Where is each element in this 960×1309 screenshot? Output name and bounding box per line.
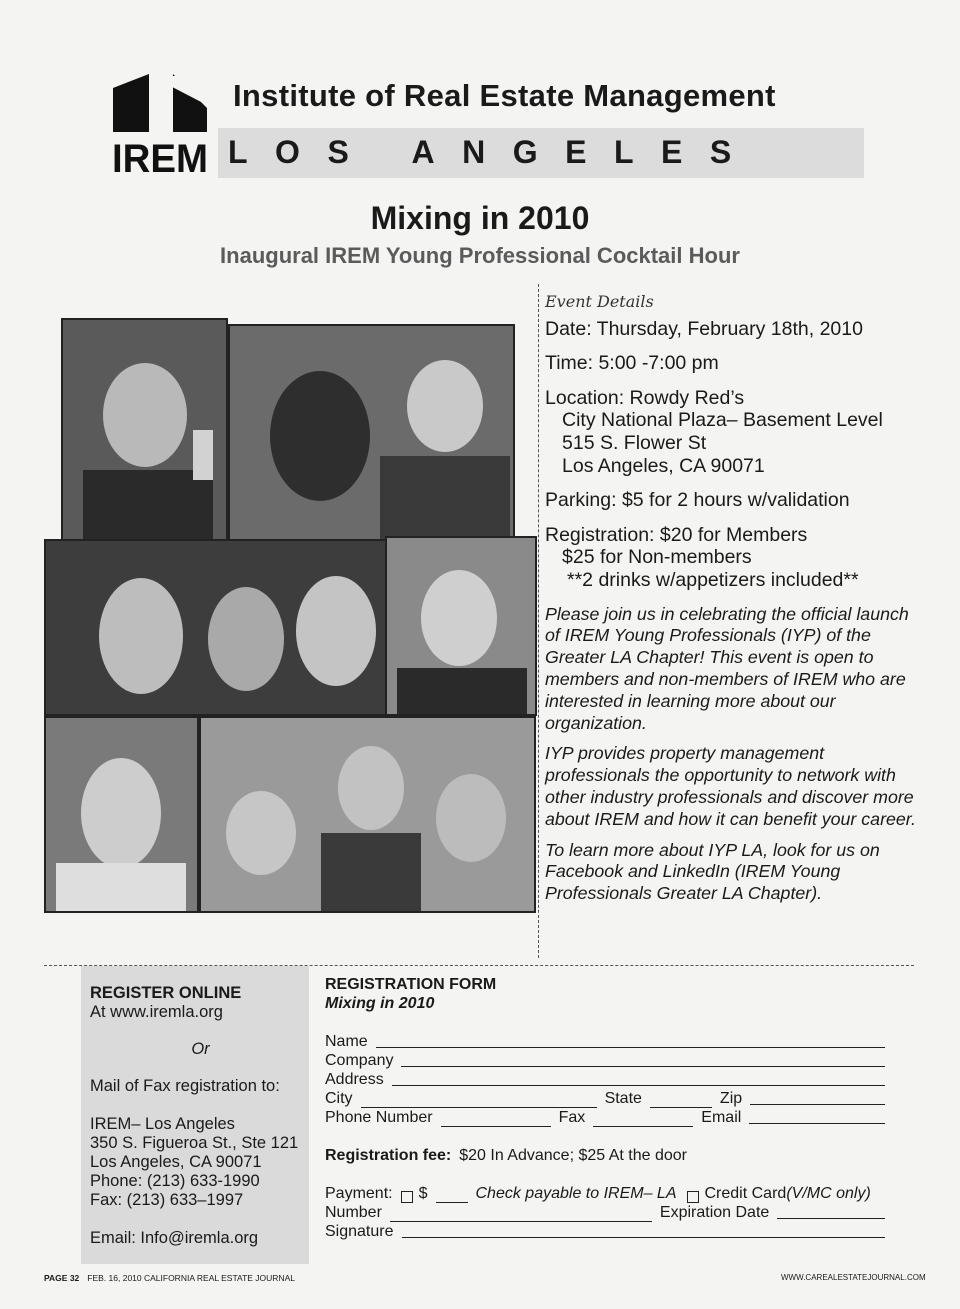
fee-row [325,1146,885,1165]
signature-field[interactable] [402,1223,886,1238]
card-number-field[interactable] [390,1207,652,1222]
state-field[interactable] [650,1093,712,1108]
vertical-divider [538,284,539,958]
company-row [325,1051,885,1070]
city-label: City [325,1090,353,1107]
credit-card-label: Credit Card [704,1185,787,1202]
registration-note: **2 drinks w/appetizers included** [567,568,859,591]
org-name: Institute of Real Estate Management [233,78,776,113]
photo-women-talking [228,324,515,542]
address-label: Address [325,1071,384,1088]
name-field[interactable] [376,1033,885,1048]
event-date: Date: Thursday, February 18th, 2010 [545,317,863,340]
registration-nonmembers: $25 for Non-members [562,546,752,569]
fee-value: $20 In Advance; $25 At the door [459,1147,687,1164]
svg-text:IREM: IREM [112,137,208,174]
photo-three-women [44,539,387,716]
address-line: Los Angeles, CA 90071 [90,1153,262,1171]
description-paragraph: IYP provides property management professionals the opportunity to network with other industry professionals and discover more about IREM and how it can benefit your career. [545,743,916,829]
footer-left [44,1273,295,1283]
location-label: Location: Rowdy Red’s [545,386,745,409]
mail-fax-line: Mail of Fax registration to: [90,1077,280,1095]
irem-logo-icon [111,74,209,174]
photo-man-peace-sign [61,318,228,541]
registration-form [325,975,885,1241]
photo-smiling-woman [44,716,199,913]
photo-group-of-three [199,716,536,913]
photo-young-man [385,536,537,716]
form-heading: REGISTRATION FORM [325,976,497,993]
email-line[interactable]: Email: Info@iremla.org [90,1229,259,1247]
register-online-url[interactable]: At www.iremla.org [90,1003,223,1021]
chapter-bar [218,128,864,178]
or-label: Or [191,1040,210,1058]
form-subheading: Mixing in 2010 [325,995,435,1012]
event-location [545,387,925,477]
fax-label: Fax [558,1109,586,1126]
signature-label: Signature [325,1223,394,1240]
card-number-label: Number [325,1204,382,1221]
fax-line: Fax: (213) 633–1997 [90,1191,244,1209]
amount-field[interactable] [436,1188,468,1203]
registration-members: Registration: $20 for Members [545,523,808,546]
zip-field[interactable] [750,1090,885,1105]
city-field[interactable] [361,1093,597,1108]
company-label: Company [325,1052,394,1069]
event-details-heading: Event Details [545,292,654,311]
card-number-row [325,1203,885,1222]
address-field[interactable] [392,1071,885,1086]
location-line: Los Angeles, CA 90071 [562,454,765,477]
event-details [545,291,925,914]
phone-row [325,1108,885,1127]
phone-line: Phone: (213) 633-1990 [90,1172,260,1190]
fee-label: Registration fee: [325,1147,452,1164]
email-label: Email [701,1109,742,1126]
name-label: Name [325,1033,368,1050]
register-online-heading: REGISTER ONLINE [90,984,242,1002]
phone-field[interactable] [441,1112,551,1127]
name-row [325,1032,885,1051]
footer-website[interactable]: WWW.CAREALESTATEJOURNAL.COM [781,1273,926,1282]
payment-row [325,1184,885,1203]
page-number: PAGE 32 [44,1273,80,1283]
fax-field[interactable] [593,1112,693,1127]
event-subtitle: Inaugural IREM Young Professional Cocktail Hour [220,243,740,268]
company-field[interactable] [401,1052,885,1067]
zip-label: Zip [719,1090,743,1107]
event-time: Time: 5:00 -7:00 pm [545,352,719,375]
credit-card-note: (V/MC only) [786,1185,871,1202]
event-title: Mixing in 2010 [370,200,590,236]
location-line: City National Plaza– Basement Level [562,409,883,432]
address-line: 350 S. Figueroa St., Ste 121 [90,1134,299,1152]
chapter-name: LOS ANGELES [228,134,759,170]
expiration-field[interactable] [777,1204,885,1219]
address-line: IREM– Los Angeles [90,1115,235,1133]
description-paragraph: To learn more about IYP LA, look for us on Facebook and LinkedIn (IREM Young Professionals Greater LA Chapter). [545,839,880,904]
address-row [325,1070,885,1089]
description-paragraph: Please join us in celebrating the official launch of IREM Young Professionals (IYP) of the Greater LA Chapter! This event is open to members and non-members of IREM who are interested in learning more about our organization. [545,603,909,733]
payment-label: Payment: [325,1185,393,1202]
credit-card-checkbox[interactable] [687,1191,699,1203]
email-field[interactable] [749,1109,885,1124]
check-payable-text: Check payable to IREM– LA [475,1185,677,1202]
state-label: State [604,1090,642,1107]
event-parking: Parking: $5 for 2 hours w/validation [545,489,850,512]
event-registration [545,524,925,592]
city-row [325,1089,885,1108]
register-online-box [81,966,309,1264]
signature-row [325,1222,885,1241]
irem-logo [111,74,209,174]
issue-info: FEB. 16, 2010 CALIFORNIA REAL ESTATE JOURNAL [87,1273,295,1283]
expiration-label: Expiration Date [659,1204,770,1221]
location-line: 515 S. Flower St [562,431,707,454]
check-checkbox[interactable] [401,1191,413,1203]
dollar-label: $ [418,1185,428,1202]
phone-label: Phone Number [325,1109,433,1126]
